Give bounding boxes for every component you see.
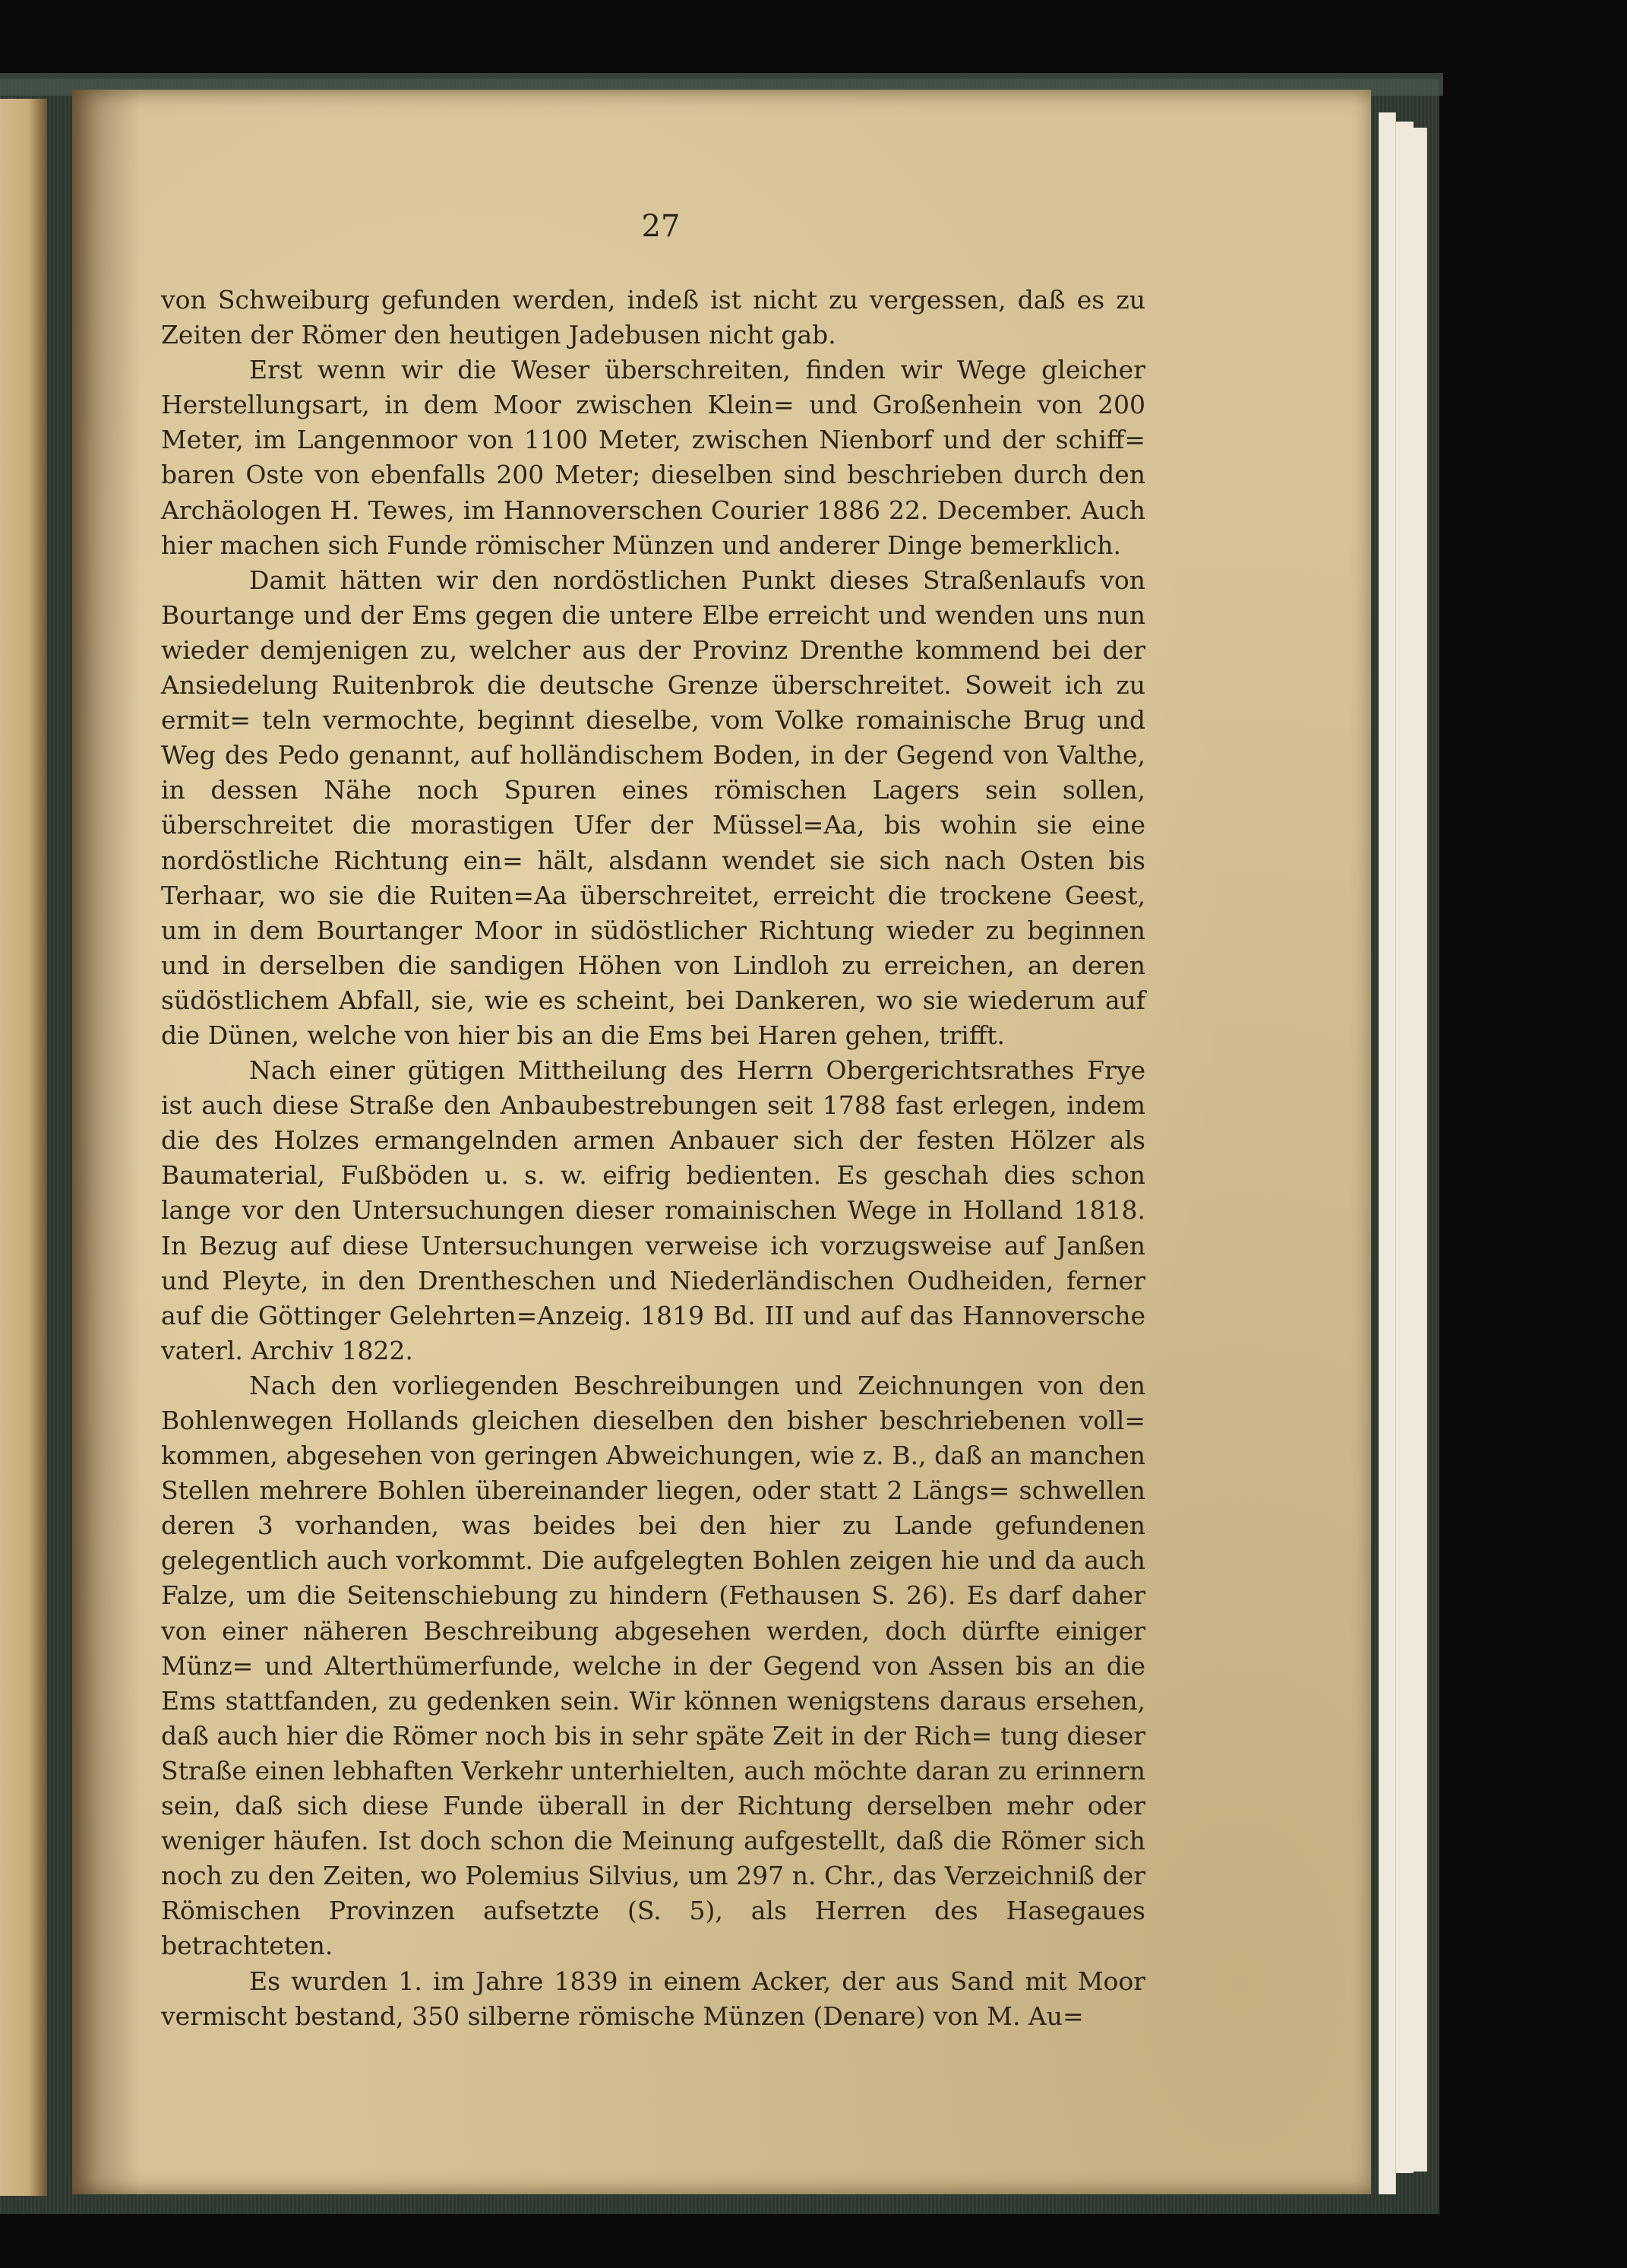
paragraph: Damit hätten wir den nordöstlichen Punkt dieses Straßenlaufs von Bourtange und der Ems gegen die untere Elbe erreicht und wenden uns nun wieder demjenigen zu, welcher aus der Provinz Drenthe kommend bei der Ansiedelung Ruitenbrok die deutsche Grenze überschreitet. Soweit ich zu ermit= teln vermochte, beginnt dieselbe, vom Volke romainische Brug und Weg des Pedo genannt, auf holländischem Boden, in der Gegend von Valthe, in dessen Nähe noch Spuren eines römischen Lagers sein sollen, überschreitet die morastigen Ufer der Müssel=Aa, bis wohin sie eine nordöstliche Richtung ein= hält, alsdann wendet sie sich nach Osten bis Terhaar, wo sie die Ruiten=Aa überschreitet, erreicht die trockene Geest, um in dem Bourtanger Moor in südöstlicher Richtung wieder zu beginnen und in derselben die sandigen Höhen von Lindloh zu erreichen, an deren südöstlichem Abfall, sie, wie es scheint, bei Dankeren, wo sie wiederum auf die Dünen, welche von hier bis an die Ems bei Haren gehen, trifft. — [161, 565, 1145, 1050]
left-page-edge — [0, 99, 47, 2196]
page-stack-edge — [1379, 112, 1396, 2194]
page-number: 27 — [641, 209, 681, 244]
paragraph: Erst wenn wir die Weser überschreiten, finden wir Wege gleicher Herstellungsart, in dem Moor zwischen Klein= und Großenhein von 200 Meter, im Langenmoor von 1100 Meter, zwischen Nienborf und der schiff= baren Oste von ebenfalls 200 Meter; dieselben sind beschrieben durch den Archäologen H. Tewes, im Hannoverschen Courier 1886 22. December. Auch hier machen sich Funde römischer Münzen und anderer Dinge bemerklich. — [161, 355, 1145, 560]
paragraph: Es wurden 1. im Jahre 1839 in einem Acker, der aus Sand mit Moor vermischt bestand, 350 silberne römische Münzen (Denare) von M. Au= — [161, 1966, 1145, 2031]
paragraph: von Schweiburg gefunden werden, indeß ist nicht zu vergessen, daß es zu Zeiten der Römer den heutigen Jadebusen nicht gab. — [161, 285, 1145, 350]
body-text — [161, 283, 1145, 2034]
paragraph: Nach den vorliegenden Beschreibungen und Zeichnungen von den Bohlenwegen Hollands gleichen dieselben den bisher beschriebenen voll= kommen, abgesehen von geringen Abweichungen, wie z. B., daß an manchen Stellen mehrere Bohlen übereinander liegen, oder statt 2 Längs= schwellen deren 3 vorhanden, was beides bei den hier zu Lande gefundenen gelegentlich auch vorkommt. Die aufgelegten Bohlen zeigen hie und da auch Falze, um die Seitenschiebung zu hindern (Fethausen S. 26). Es darf daher von einer näheren Beschreibung abgesehen werden, doch dürfte einiger Münz= und Alterthümerfunde, welche in der Gegend von Assen bis an die Ems stattfanden, zu gedenken sein. Wir können wenigstens daraus ersehen, daß auch hier die Römer noch bis in sehr späte Zeit in der Rich= tung dieser Straße einen lebhaften Verkehr unterhielten, auch möchte daran zu erinnern sein, daß sich diese Funde überall in der Richtung derselben mehr oder weniger häufen. Ist doch schon die Meinung aufgestellt, daß die Römer sich noch zu den Zeiten, wo Polemius Silvius, um 297 n. Chr., das Verzeichniß der Römischen Provinzen aufsetzte (S. 5), als Herren des Hasegaues betrachteten. — [161, 1370, 1145, 1961]
paragraph: Nach einer gütigen Mittheilung des Herrn Obergerichtsrathes Frye ist auch diese Straße den Anbaubestrebungen seit 1788 fast erlegen, indem die des Holzes ermangelnden armen Anbauer sich der festen Hölzer als Baumaterial, Fußböden u. s. w. eifrig bedienten. Es geschah dies schon lange vor den Untersuchungen dieser romainischen Wege in Holland 1818. In Bezug auf diese Untersuchungen verweise ich vorzugsweise auf Janßen und Pleyte, in den Drentheschen und Niederländischen Oudheiden, ferner auf die Göttinger Gelehrten=Anzeig. 1819 Bd. III und auf das Hannoversche vaterl. Archiv 1822. — [161, 1055, 1145, 1365]
page-stack-edge — [1396, 122, 1414, 2173]
page-gutter-shadow — [72, 90, 141, 2194]
page-stack-edge — [1413, 128, 1427, 2172]
